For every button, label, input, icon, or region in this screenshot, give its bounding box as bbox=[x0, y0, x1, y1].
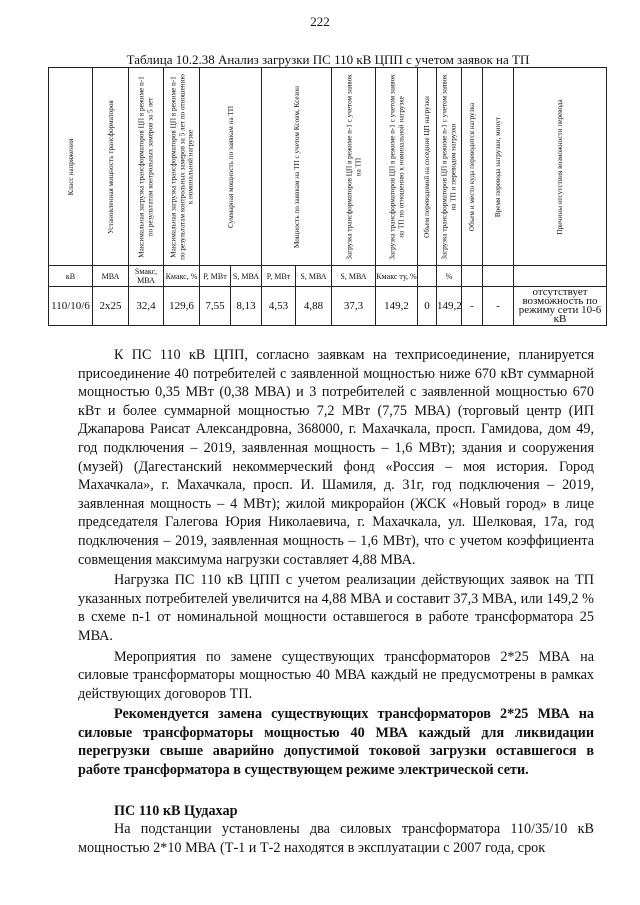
data-cell: - bbox=[462, 287, 483, 326]
section-heading: ПС 110 кВ Цудахар bbox=[114, 802, 238, 819]
unit-cell bbox=[418, 266, 437, 287]
header-cell: Загрузка трансформаторов ЦП в режиме n-1 с учетом заявок на ТП и переводом нагрузки bbox=[437, 68, 462, 266]
header-cell: Установленная мощность трансформаторов bbox=[93, 68, 129, 266]
recommendation-paragraph: Рекомендуется замена существующих трансформаторов 2*25 МВА на силовые трансформаторы мощностью 40 МВА каждый для ликвидации перегрузки свыше аварийно допустимой токовой загрузки оставшегося в работе трансформатора в существующем режиме электрической сети. bbox=[78, 706, 594, 779]
data-cell: 2х25 bbox=[93, 287, 129, 326]
data-cell: 4,88 bbox=[296, 287, 332, 326]
unit-cell: Sмакс, МВА bbox=[129, 266, 164, 287]
table-row bbox=[49, 287, 607, 326]
paragraph: К ПС 110 кВ ЦПП, согласно заявкам на техприсоединение, планируется присоединение 40 потребителей с заявленной мощностью ниже 670 кВт суммарной мощностью 0,35 МВт (0,38 МВА) и 3 потребителей с заявленной мощностью 670 кВт и более суммарной мощностью 7,2 МВт (7,75 МВА) (торговый центр (ИП Джапарова Раисат Александровна, 368000, г. Махачкала, просп. Гамидова, дом 49, год подключения – 2019, заявленная мощность – 1,6 МВт); здания и сооружения (музей) (Дагестанский некоммерческий фонд «Россия – моя история. Город Махачкала», г. Махачкала, просп. И. Шамиля, д. 31г, год подключения – 2019, заявленная мощность – 4 МВт); жилой микрорайон (ЖСК «Новый город» в лице председателя Галегова Юрия Николаевича, г. Махачкала, ул. Шелковая, 17а, год подключения – 2019, заявленная мощность – 1,6 МВт), что с учетом коэффициента совмещения максимума нагрузки составляет 4,88 МВА. bbox=[78, 347, 594, 568]
unit-cell bbox=[514, 266, 607, 287]
header-cell: Время перевода нагрузки, минут bbox=[483, 68, 514, 266]
unit-cell: Кмакс, % bbox=[164, 266, 200, 287]
unit-cell: S, МВА bbox=[231, 266, 262, 287]
load-analysis-table bbox=[48, 67, 607, 326]
header-cell: Суммарная мощность по заявкам на ТП bbox=[200, 68, 262, 266]
unit-cell: S, МВА bbox=[296, 266, 332, 287]
header-cell: Объем переводимой на соседние ЦП нагрузки bbox=[418, 68, 437, 266]
unit-cell: Кмакс ту, % bbox=[376, 266, 418, 287]
data-cell: 149,2 bbox=[376, 287, 418, 326]
data-cell: 8,13 bbox=[231, 287, 262, 326]
header-cell: Максимальная загрузка трансформаторов ЦП в режиме n-1 по результатам контрольных замеров за 5 лет по отношению к номинальной нагрузке bbox=[164, 68, 200, 266]
header-cell: Максимальная загрузка трансформаторов ЦП в режиме n-1 по результатам контрольных замеров за 5 лет bbox=[129, 68, 164, 266]
header-cell: Мощность по заявкам на ТП с учетом Ксовм, Ксезон bbox=[262, 68, 332, 266]
header-cell: Загрузка трансформаторов ЦП в режиме n-1 с учетом заявок на ТП по отношению к номинальной нагрузке bbox=[376, 68, 418, 266]
unit-cell bbox=[483, 266, 514, 287]
data-cell: 129,6 bbox=[164, 287, 200, 326]
header-cell: Класс напряжения bbox=[49, 68, 93, 266]
page-number: 222 bbox=[310, 14, 330, 29]
unit-cell bbox=[462, 266, 483, 287]
data-cell: отсутствует возможность по режиму сети 10-6 кВ bbox=[514, 287, 607, 326]
unit-cell: МВА bbox=[93, 266, 129, 287]
unit-cell: % bbox=[437, 266, 462, 287]
data-cell: - bbox=[483, 287, 514, 326]
paragraph: Мероприятия по замене существующих трансформаторов 2*25 МВА на силовые трансформаторы мощностью 40 МВА каждый не предусмотрены в рамках действующих договоров ТП. bbox=[78, 648, 594, 702]
data-cell: 37,3 bbox=[332, 287, 376, 326]
table-caption: Таблица 10.2.38 Анализ загрузки ПС 110 кВ ЦПП с учетом заявок на ТП bbox=[126, 52, 530, 67]
data-cell: 0 bbox=[418, 287, 437, 326]
header-cell: Загрузка трансформаторов ЦП в режиме n-1 с учетом заявок на ТП bbox=[332, 68, 376, 266]
paragraph: На подстанции установлены два силовых трансформатора 110/35/10 кВ мощностью 2*10 МВА (Т-1 и Т-2 находятся в эксплуатации с 2007 года, срок bbox=[78, 821, 594, 856]
data-cell: 7,55 bbox=[200, 287, 231, 326]
data-cell: 4,53 bbox=[262, 287, 296, 326]
header-cell: Причины отсутствия возможности перевода bbox=[514, 68, 607, 266]
data-cell: 32,4 bbox=[129, 287, 164, 326]
data-cell: 110/10/6 bbox=[49, 287, 93, 326]
unit-cell: P, МВт bbox=[262, 266, 296, 287]
body-text bbox=[78, 346, 594, 857]
data-cell: 149,2 bbox=[437, 287, 462, 326]
table-header-row bbox=[49, 68, 607, 266]
paragraph: Нагрузка ПС 110 кВ ЦПП с учетом реализации действующих заявок на ТП указанных потребителей увеличится на 4,88 МВА и составит 37,3 МВА, или 149,2 % в схеме n-1 от номинальной мощности оставшегося в работе трансформатора 25 МВА. bbox=[78, 572, 594, 644]
unit-cell: P, МВт bbox=[200, 266, 231, 287]
unit-cell: кВ bbox=[49, 266, 93, 287]
header-cell: Объем и место куда переводится нагрузка bbox=[462, 68, 483, 266]
unit-cell: S, МВА bbox=[332, 266, 376, 287]
table-units-row bbox=[49, 266, 607, 287]
